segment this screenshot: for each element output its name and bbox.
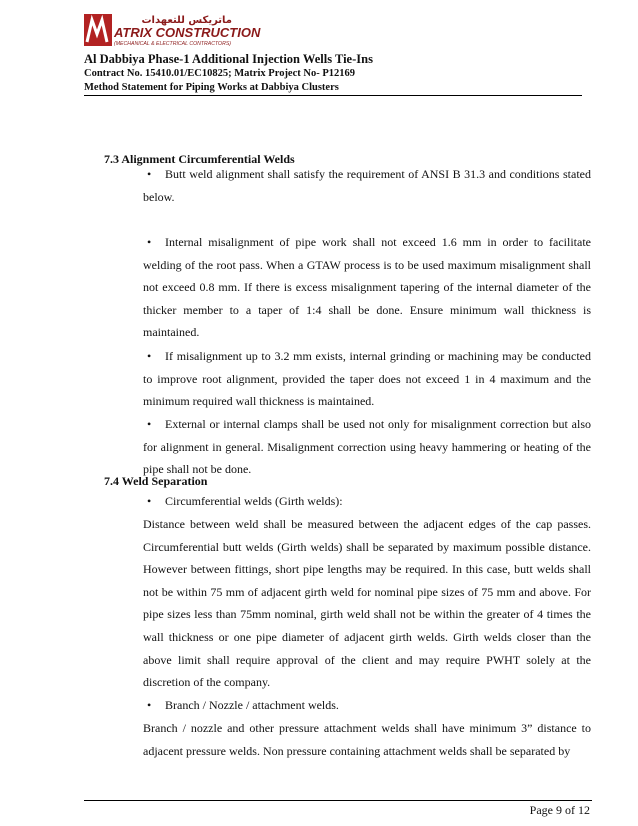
bullet-text: Butt weld alignment shall satisfy the requirement of ANSI B 31.3 and conditions stated below. (143, 167, 591, 204)
bullet-paragraph (143, 413, 591, 481)
bullet-text: Branch / Nozzle / attachment welds. (165, 698, 339, 712)
footer-divider (84, 800, 592, 801)
bullet-paragraph (143, 231, 591, 344)
bullet-paragraph (143, 163, 591, 208)
method-statement-title: Method Statement for Piping Works at Dabbiya Clusters (84, 82, 339, 93)
body-paragraph: Distance between weld shall be measured between the adjacent edges of the cap passes. Circumferential butt welds (Girth welds) shall be separated by maximum possible distance. However between fittings, short pipe lengths may be required. In this case, butt welds shall not be within 75 mm of adjacent girth weld for nominal pipe sizes of 75 mm and above. For pipe sizes less than 75mm nominal, girth weld shall not be within the greater of 4 times the wall thickness or one pipe diameter of adjacent girth welds. Girth welds closer than the above limit shall require approval of the client and may require PWHT solely at the discretion of the company. (143, 517, 591, 690)
bullet-text: External or internal clamps shall be used not only for misalignment correction but also for alignment in general. Misalignment correction using heavy hammering or heating of the pipe shall not be done. (143, 417, 591, 477)
contract-number: Contract No. 15410.01/EC10825; Matrix Project No- P12169 (84, 68, 355, 79)
bullet-icon: • (147, 698, 152, 712)
bullet-icon: • (147, 235, 152, 249)
section-heading-7-3: 7.3 Alignment Circumferential Welds (104, 152, 295, 166)
bullet-text: Internal misalignment of pipe work shall not exceed 1.6 mm in order to facilitate welding of the root pass. When a GTAW process is to be used maximum misalignment shall not exceed 0.8 mm. If there is excess misalignment tapering of the internal diameter of the thicker member to a taper of 1:4 shall be done. Ensure minimum wall thickness is maintained. (143, 235, 591, 340)
bullet-icon: • (147, 349, 152, 363)
bullet-icon: • (147, 494, 152, 508)
bullet-paragraph (143, 490, 591, 513)
page-number: Page 9 of 12 (529, 803, 590, 817)
logo-subtitle: (MECHANICAL & ELECTRICAL CONTRACTORS) (114, 41, 232, 47)
bullet-icon: • (147, 167, 152, 181)
section-heading-7-4: 7.4 Weld Separation (104, 474, 208, 488)
header-divider (84, 95, 582, 96)
logo-arabic: ماتريكس للتعهدات (141, 15, 232, 26)
logo-name: ATRIX CONSTRUCTION (114, 25, 261, 40)
document-title: Al Dabbiya Phase-1 Additional Injection Wells Tie-Ins (84, 52, 373, 66)
bullet-icon: • (147, 417, 152, 431)
bullet-paragraph (143, 345, 591, 413)
bullet-text: Circumferential welds (Girth welds): (165, 494, 343, 508)
bullet-text: If misalignment up to 3.2 mm exists, internal grinding or machining may be conducted to improve root alignment, provided the taper does not exceed 1 in 4 maximum and the minimum required wall thickness is maintained. (143, 349, 591, 409)
bullet-paragraph (143, 694, 591, 717)
company-logo (84, 12, 261, 48)
body-paragraph: Branch / nozzle and other pressure attachment welds shall have minimum 3” distance to adjacent pressure welds. Non pressure containing attachment welds shall be separated by (143, 721, 591, 758)
